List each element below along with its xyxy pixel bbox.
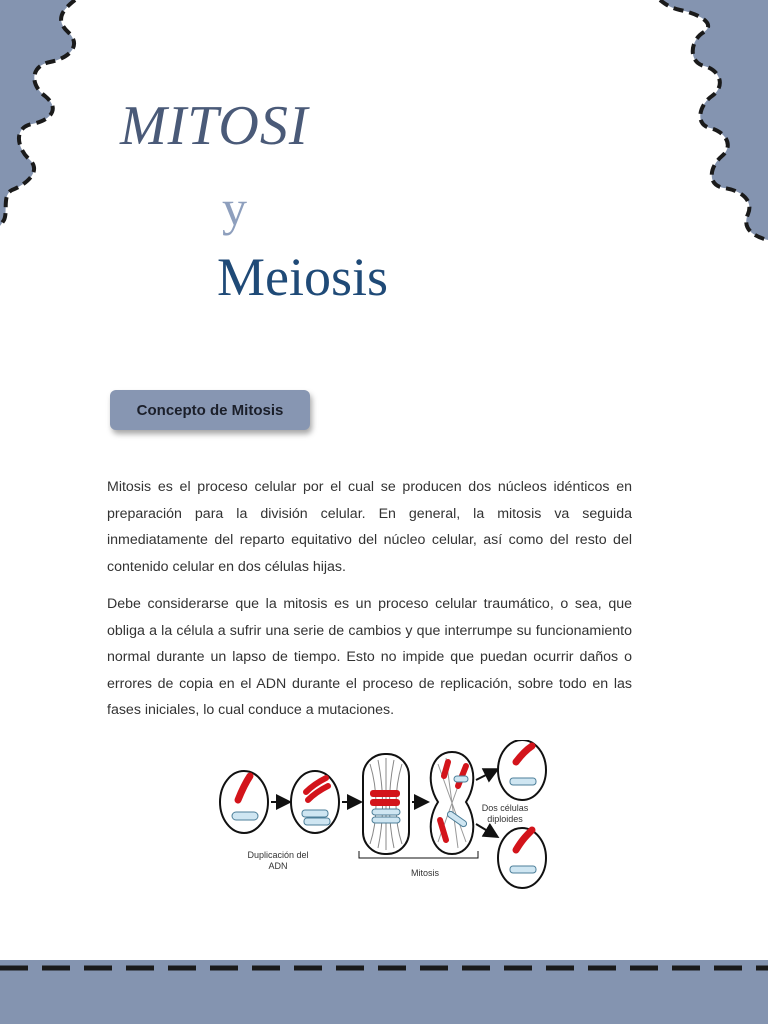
label-dna-duplication: Duplicación del ADN: [247, 850, 309, 871]
paragraph-2: Debe considerarse que la mitosis es un proceso celular traumático, o sea, que obliga a la célula a sufrir una serie de cambios y que interrumpe su funcionamiento normal durante un lapso de tiempo. Esto no impide que puedan ocurrir daños o errores de copia en el ADN durante el proceso de replicación, sobre todo en las fases iniciales, lo cual conduce a mutaciones.: [107, 596, 632, 718]
title-line-2: y: [222, 180, 247, 236]
daughter-cell-top: [498, 740, 546, 800]
cell-metaphase: [363, 754, 409, 854]
cell-duplicated: [291, 771, 339, 833]
cell-interphase: [220, 771, 268, 833]
section-badge: [110, 390, 310, 430]
label-two-diploid-cells: Dos células diploides: [481, 803, 529, 824]
label-mitosis: Mitosis: [410, 868, 439, 878]
daughter-cell-bottom: [498, 828, 546, 888]
cell-anaphase: [431, 752, 474, 854]
title-line-1: MITOSI: [120, 95, 309, 157]
section-badge-label: Concepto de Mitosis: [136, 401, 284, 419]
title-line-3: Meiosis: [217, 247, 389, 307]
footer-band: [0, 960, 768, 1024]
paragraph-1: Mitosis es el proceso celular por el cual se producen dos núcleos idénticos en preparación para la división celular. En general, la mitosis va seguida inmediatamente del reparto equitativo del núcleo celular, así como del resto del contenido celular en dos células hijas.: [107, 479, 632, 575]
